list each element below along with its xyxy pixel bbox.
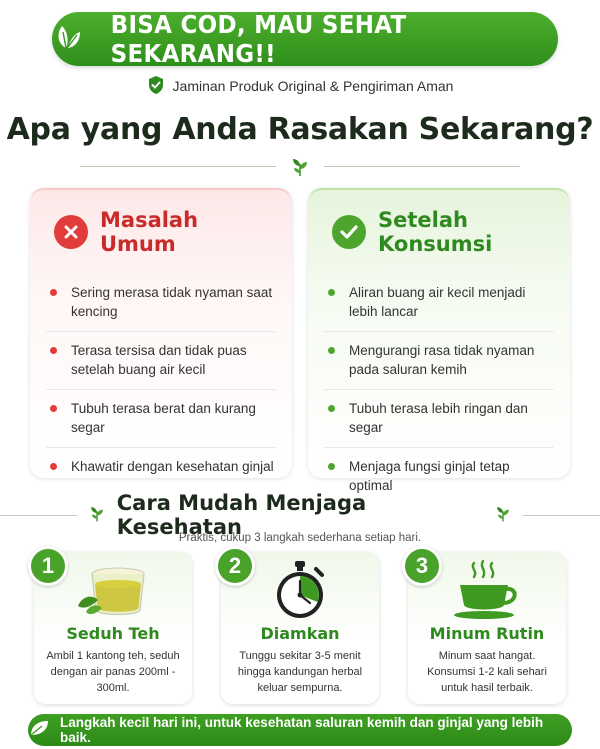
step-title: Minum Rutin bbox=[429, 624, 545, 643]
list-item: Tubuh terasa berat dan kurang segar bbox=[46, 390, 276, 448]
benefits-card-header bbox=[332, 208, 554, 256]
steps-title: Cara Mudah Menjaga Kesehatan bbox=[116, 491, 367, 539]
leaf-sprig-icon bbox=[288, 154, 312, 183]
page-title: Apa yang Anda Rasakan Sekarang? bbox=[6, 112, 594, 147]
bullet-dot bbox=[50, 289, 57, 296]
step-card-3 bbox=[408, 552, 566, 704]
bullet-dot bbox=[328, 347, 335, 354]
stopwatch-icon bbox=[221, 558, 379, 622]
benefits-title: Setelah Konsumsi bbox=[378, 208, 493, 256]
tea-glass-icon bbox=[34, 558, 192, 622]
benefits-card bbox=[308, 188, 570, 493]
bullet-dot bbox=[328, 463, 335, 470]
footer-banner bbox=[28, 714, 572, 746]
leaves-icon bbox=[52, 22, 82, 57]
step-description: Tunggu sekitar 3-5 menit hingga kandungan herbal keluar sempurna. bbox=[237, 650, 363, 694]
problems-card-header bbox=[54, 208, 276, 256]
step-card-2 bbox=[221, 552, 379, 704]
list-item: Tubuh terasa lebih ringan dan segar bbox=[324, 390, 554, 448]
leaf-sprig-icon bbox=[493, 503, 513, 528]
benefits-list bbox=[324, 274, 554, 505]
step-description: Ambil 1 kantong teh, seduh dengan air panas 200ml - 300ml. bbox=[46, 650, 180, 694]
problems-title: Masalah Umum bbox=[100, 208, 199, 256]
step-number: 2 bbox=[215, 546, 255, 586]
banner-text: BISA COD, MAU SEHAT SEKARANG!! bbox=[110, 10, 407, 68]
step-title: Diamkan bbox=[260, 624, 340, 643]
bullet-dot bbox=[328, 289, 335, 296]
guarantee-line bbox=[0, 74, 600, 98]
check-circle-icon bbox=[332, 215, 366, 249]
bullet-dot bbox=[328, 405, 335, 412]
list-item: Sering merasa tidak nyaman saat kencing bbox=[46, 274, 276, 332]
x-circle-icon bbox=[54, 215, 88, 249]
list-item: Khawatir dengan kesehatan ginjal bbox=[46, 448, 276, 486]
cup-icon bbox=[408, 558, 566, 622]
step-number: 3 bbox=[402, 546, 442, 586]
step-number: 1 bbox=[28, 546, 68, 586]
list-item: Terasa tersisa dan tidak puas setelah buang air kecil bbox=[46, 332, 276, 390]
problems-card bbox=[30, 188, 292, 478]
list-item: Aliran buang air kecil menjadi lebih lancar bbox=[324, 274, 554, 332]
leaf-sprig-icon bbox=[87, 503, 107, 528]
bullet-dot bbox=[50, 347, 57, 354]
steps-section-header bbox=[0, 491, 600, 544]
guarantee-text: Jaminan Produk Original & Pengiriman Aman bbox=[172, 78, 454, 94]
step-card-1 bbox=[34, 552, 192, 704]
leaf-icon bbox=[28, 718, 50, 743]
bullet-dot bbox=[50, 463, 57, 470]
footer-text: Langkah kecil hari ini, untuk kesehatan saluran kemih dan ginjal yang lebih baik. bbox=[60, 715, 544, 745]
top-banner bbox=[52, 12, 558, 66]
problems-list bbox=[46, 274, 276, 486]
steps-subtitle: Praktis, cukup 3 langkah sederhana setiap hari. bbox=[178, 532, 422, 544]
shield-check-icon bbox=[147, 75, 165, 98]
step-description: Minum saat hangat. Konsumsi 1-2 kali sehari untuk hasil terbaik. bbox=[427, 650, 547, 694]
headline-divider bbox=[0, 154, 600, 180]
bullet-dot bbox=[50, 405, 57, 412]
list-item: Mengurangi rasa tidak nyaman pada saluran kemih bbox=[324, 332, 554, 390]
list-item: Menjaga fungsi ginjal tetap optimal bbox=[324, 448, 554, 505]
step-title: Seduh Teh bbox=[66, 624, 160, 643]
